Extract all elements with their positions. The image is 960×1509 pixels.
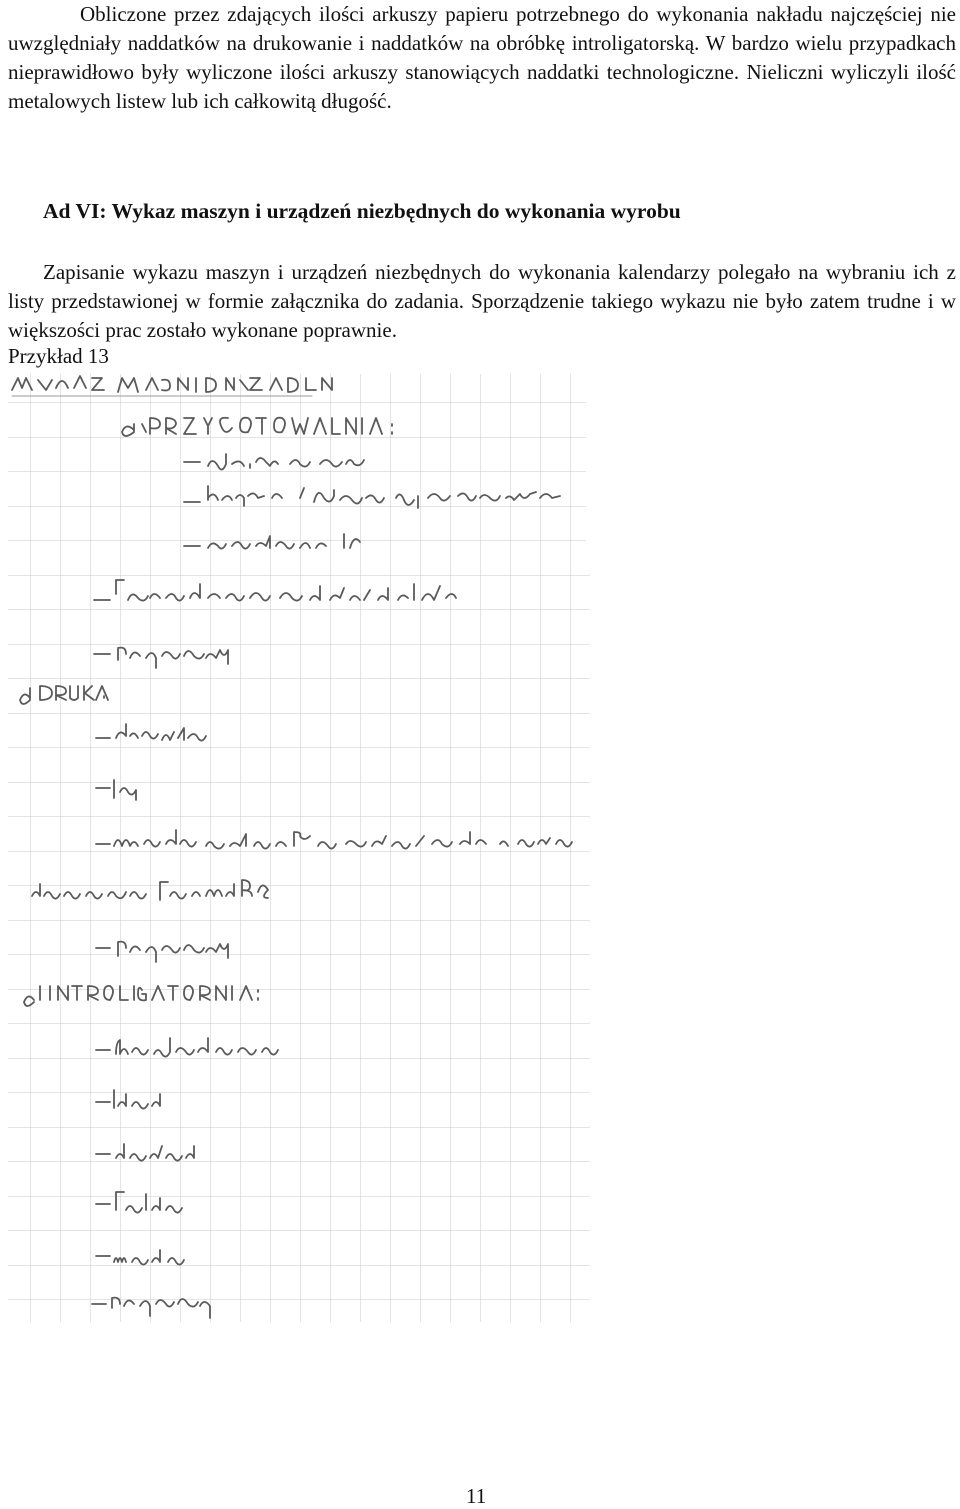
grid-paper-lower bbox=[8, 570, 590, 1322]
example-label: Przykład 13 bbox=[8, 344, 109, 368]
page-number: 11 bbox=[466, 1484, 487, 1508]
grid-paper-upper bbox=[8, 374, 586, 570]
handwritten-scan-image bbox=[0, 368, 600, 1328]
body-paragraph: Zapisanie wykazu maszyn i urządzeń niezbędnych do wykonania kalendarzy polegało na wybraniu ich z listy przedstawionej w formie załącznika do zadania. Sporządzenie takiego wykazu nie było zatem trudne i w większości prac zostało wykonane poprawnie. bbox=[8, 260, 956, 342]
section-heading: Ad VI: Wykaz maszyn i urządzeń niezbędnych do wykonania wyrobu bbox=[43, 199, 681, 223]
intro-paragraph: Obliczone przez zdających ilości arkuszy papieru potrzebnego do wykonania nakładu najczęściej nie uwzględniały naddatków na drukowanie i naddatków na obróbkę introligatorską. W bardzo wielu przypadkach nieprawidłowo były wyliczone ilości arkuszy stanowiących naddatki technologiczne. Nieliczni wyliczyli ilość metalowych listew lub ich całkowitą długość. bbox=[8, 2, 956, 113]
